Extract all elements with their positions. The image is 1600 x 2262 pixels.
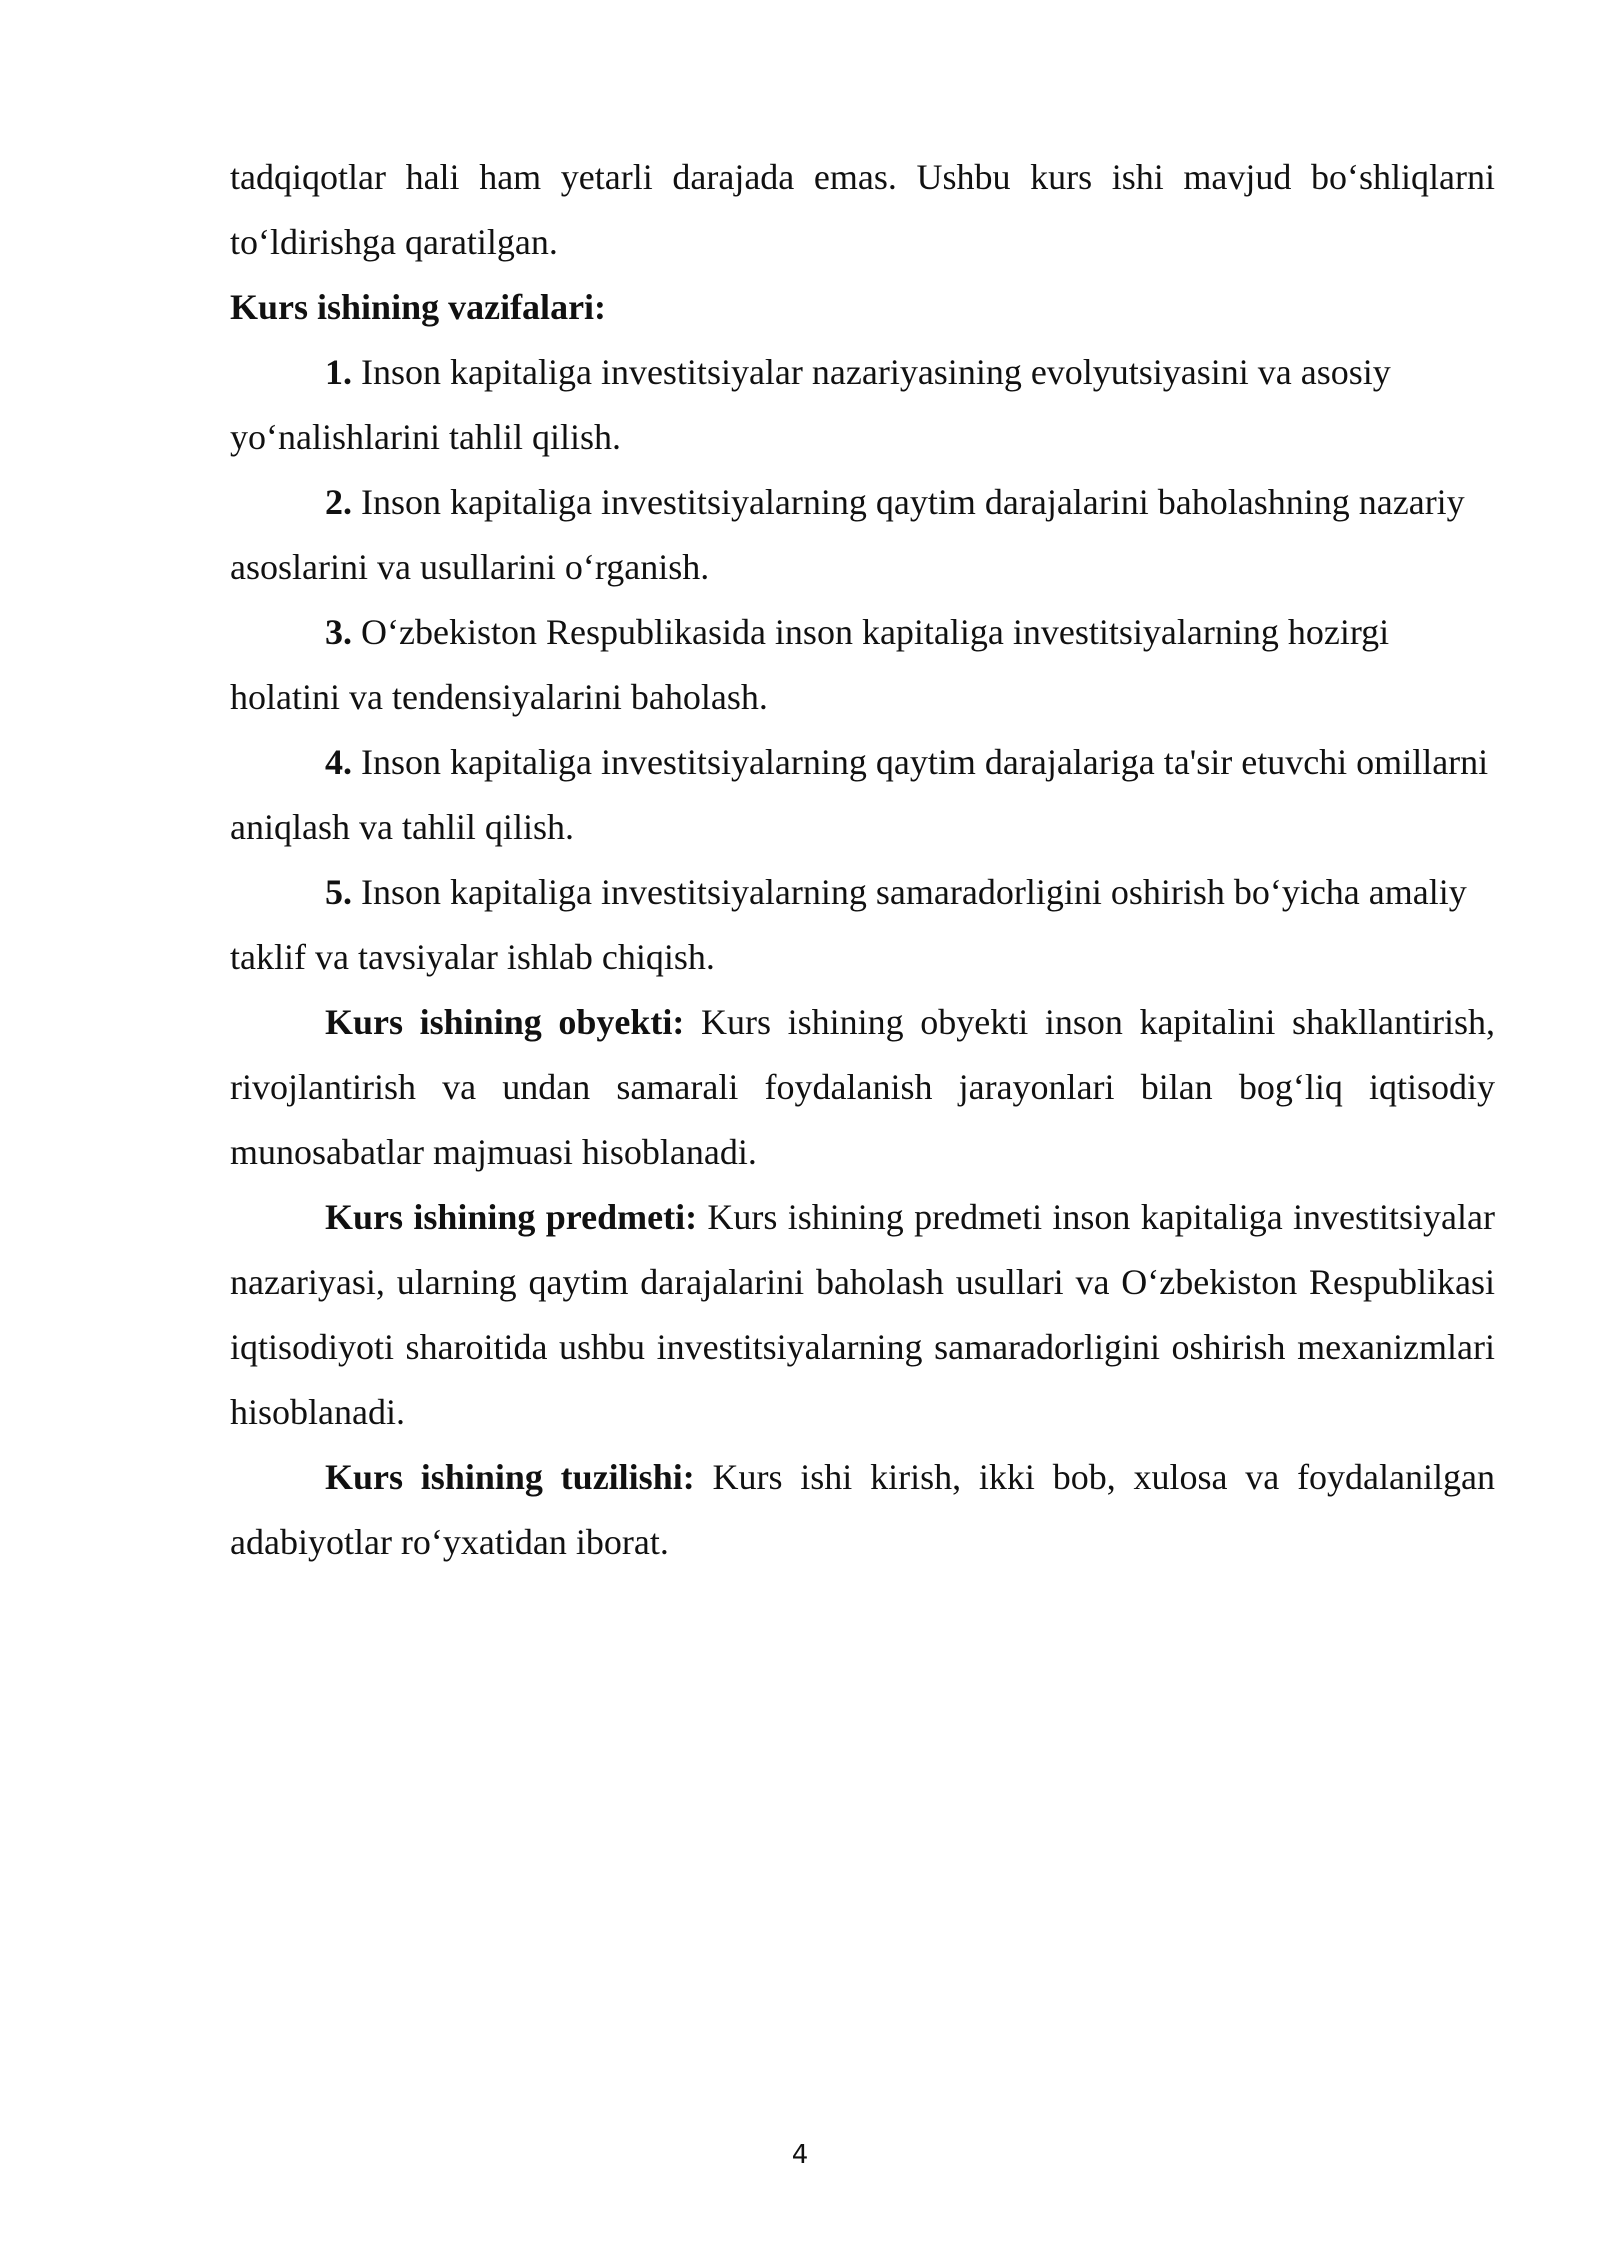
task-item [230, 600, 1495, 730]
object-text: Kurs ishining obyekti inson kapitalini shakllantirish, rivojlantirish va undan samarali foydalanish jarayonlari bilan bog‘liq iqtisodiy munosabatlar majmuasi hisoblanadi. [230, 1002, 1496, 1172]
task-item [230, 860, 1495, 990]
object-label: Kurs ishining obyekti: [325, 1002, 685, 1042]
task-text: O‘zbekiston Respublikasida inson kapitaliga investitsiyalarning hozirgi holatini va tendensiyalarini baholash. [230, 612, 1390, 717]
task-number: 3. [325, 612, 352, 652]
structure-paragraph [230, 1445, 1495, 1575]
object-paragraph [230, 990, 1495, 1185]
task-item [230, 340, 1495, 470]
structure-text: Kurs ishi kirish, ikki bob, xulosa va foydalanilgan adabiyotlar ro‘yxatidan iborat. [230, 1457, 1495, 1562]
task-number: 1. [325, 352, 352, 392]
task-text: Inson kapitaliga investitsiyalarning qaytim darajalariga ta'sir etuvchi omillarni aniqlash va tahlil qilish. [230, 742, 1489, 847]
task-text: Inson kapitaliga investitsiyalarning samaradorligini oshirish bo‘yicha amaliy taklif va tavsiyalar ishlab chiqish. [230, 872, 1467, 977]
task-item [230, 470, 1495, 600]
task-item [230, 730, 1495, 860]
structure-label: Kurs ishining tuzilishi: [325, 1457, 695, 1497]
intro-paragraph: tadqiqotlar hali ham yetarli darajada emas. Ushbu kurs ishi mavjud bo‘shliqlarni to‘ldirishga qaratilgan. [230, 157, 1495, 262]
task-number: 2. [325, 482, 352, 522]
task-text: Inson kapitaliga investitsiyalarning qaytim darajalarini baholashning nazariy asoslarini va usullarini o‘rganish. [230, 482, 1465, 587]
page-number: 4 [791, 2140, 809, 2170]
subject-label: Kurs ishining predmeti: [325, 1197, 698, 1237]
task-number: 4. [325, 742, 352, 782]
task-number: 5. [325, 872, 352, 912]
subject-text: Kurs ishining predmeti inson kapitaliga investitsiyalar nazariyasi, ularning qaytim darajalarini baholash usullari va O‘zbekiston Respublikasi iqtisodiyoti sharoitida ushbu investitsiyalarning samaradorligini oshirish mexanizmlari hisoblanadi. [230, 1197, 1496, 1432]
tasks-heading: Kurs ishining vazifalari: [230, 287, 607, 327]
task-text: Inson kapitaliga investitsiyalar nazariyasining evolyutsiyasini va asosiy yo‘nalishlarini tahlil qilish. [230, 352, 1391, 457]
subject-paragraph [230, 1185, 1495, 1445]
document-page [230, 145, 1495, 1575]
